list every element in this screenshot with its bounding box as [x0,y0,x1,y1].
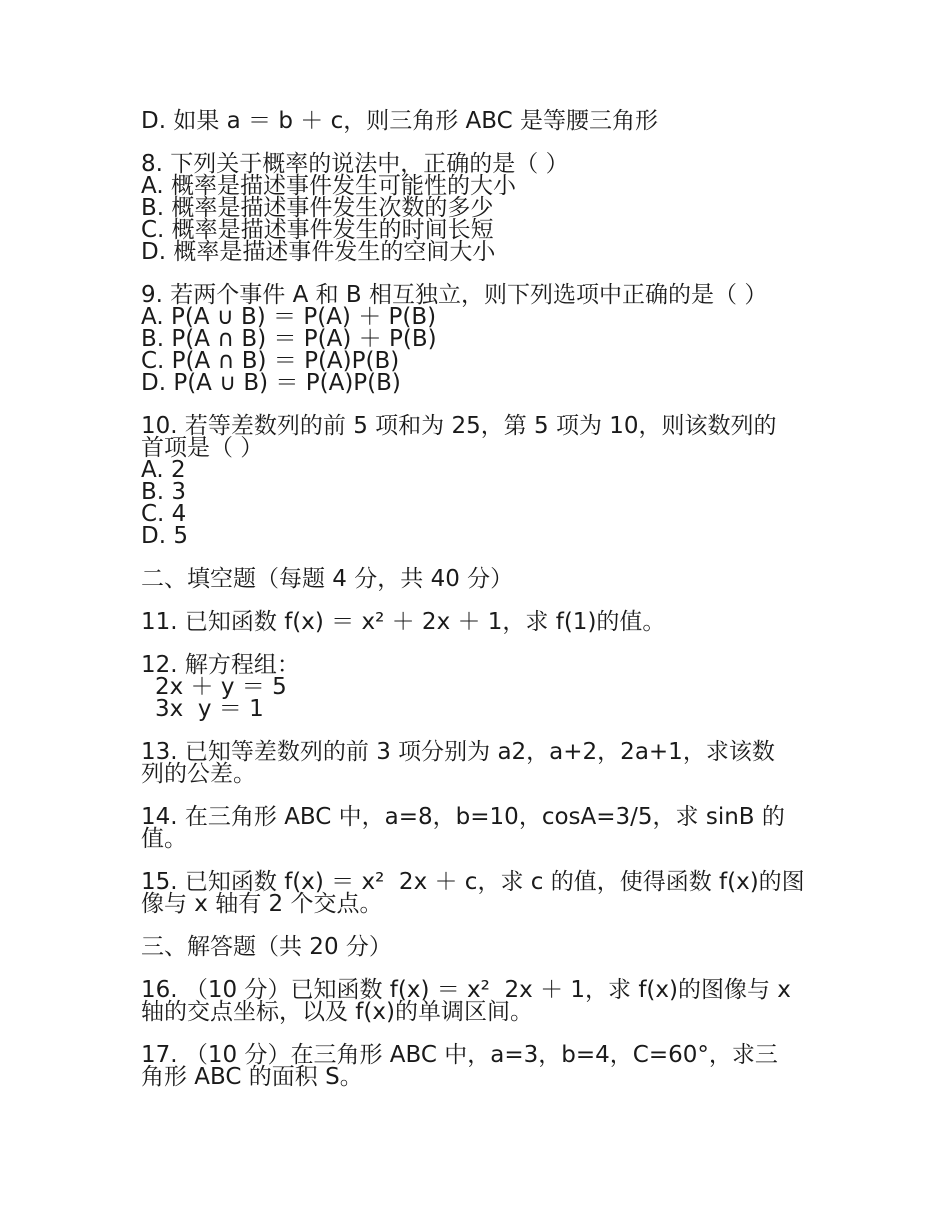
q8-option-c: C. 概率是描述事件发生的时间长短 [141,217,494,243]
q8-stem: 8. 下列关于概率的说法中，正确的是（ ） [141,151,569,177]
q12-stem: 12. 解方程组： [141,652,300,678]
q17-stem-line1: 17. （10 分）在三角形 ABC 中，a=3，b=4，C=60°，求三 [141,1042,778,1068]
q9-option-c: C. P(A ∩ B) ＝ P(A)P(B) [141,348,400,374]
q8-option-b: B. 概率是描述事件发生次数的多少 [141,195,494,221]
q12-equation-2: 3x y ＝ 1 [155,696,264,722]
q7-option-d: D. 如果 a ＝ b ＋ c，则三角形 ABC 是等腰三角形 [141,108,659,134]
q13-stem-line2: 列的公差。 [141,761,256,787]
q10-option-d: D. 5 [141,523,188,549]
q15-stem-line1: 15. 已知函数 f(x) ＝ x² 2x ＋ c，求 c 的值，使得函数 f(x)的图 [141,869,805,895]
q10-stem-line2: 首项是（ ） [141,435,264,461]
q14-stem-line2: 值。 [141,826,187,852]
q8-option-d: D. 概率是描述事件发生的空间大小 [141,239,496,265]
q14-stem-line1: 14. 在三角形 ABC 中，a=8，b=10，cosA=3/5，求 sinB 的 [141,804,785,830]
section-2-heading: 二、填空题（每题 4 分，共 40 分） [141,566,514,592]
q10-option-b: B. 3 [141,479,187,505]
q17-stem-line2: 角形 ABC 的面积 S。 [141,1064,363,1090]
q9-option-b: B. P(A ∩ B) ＝ P(A) ＋ P(B) [141,326,437,352]
q9-option-a: A. P(A ∪ B) ＝ P(A) ＋ P(B) [141,304,437,330]
q15-stem-line2: 像与 x 轴有 2 个交点。 [141,891,383,917]
q10-option-c: C. 4 [141,501,187,527]
q10-option-a: A. 2 [141,457,186,483]
q11-stem: 11. 已知函数 f(x) ＝ x² ＋ 2x ＋ 1，求 f(1)的值。 [141,609,666,635]
q12-equation-1: 2x ＋ y ＝ 5 [155,674,287,700]
q16-stem-line1: 16. （10 分）已知函数 f(x) ＝ x² 2x ＋ 1，求 f(x)的图像与 x [141,977,791,1003]
q16-stem-line2: 轴的交点坐标，以及 f(x)的单调区间。 [141,999,533,1025]
q8-option-a: A. 概率是描述事件发生可能性的大小 [141,173,516,199]
q13-stem-line1: 13. 已知等差数列的前 3 项分别为 a2，a+2，2a+1，求该数 [141,739,775,765]
q10-stem-line1: 10. 若等差数列的前 5 项和为 25，第 5 项为 10，则该数列的 [141,413,777,439]
q9-option-d: D. P(A ∪ B) ＝ P(A)P(B) [141,370,401,396]
section-3-heading: 三、解答题（共 20 分） [141,934,392,960]
q9-stem: 9. 若两个事件 A 和 B 相互独立，则下列选项中正确的是（ ） [141,282,768,308]
